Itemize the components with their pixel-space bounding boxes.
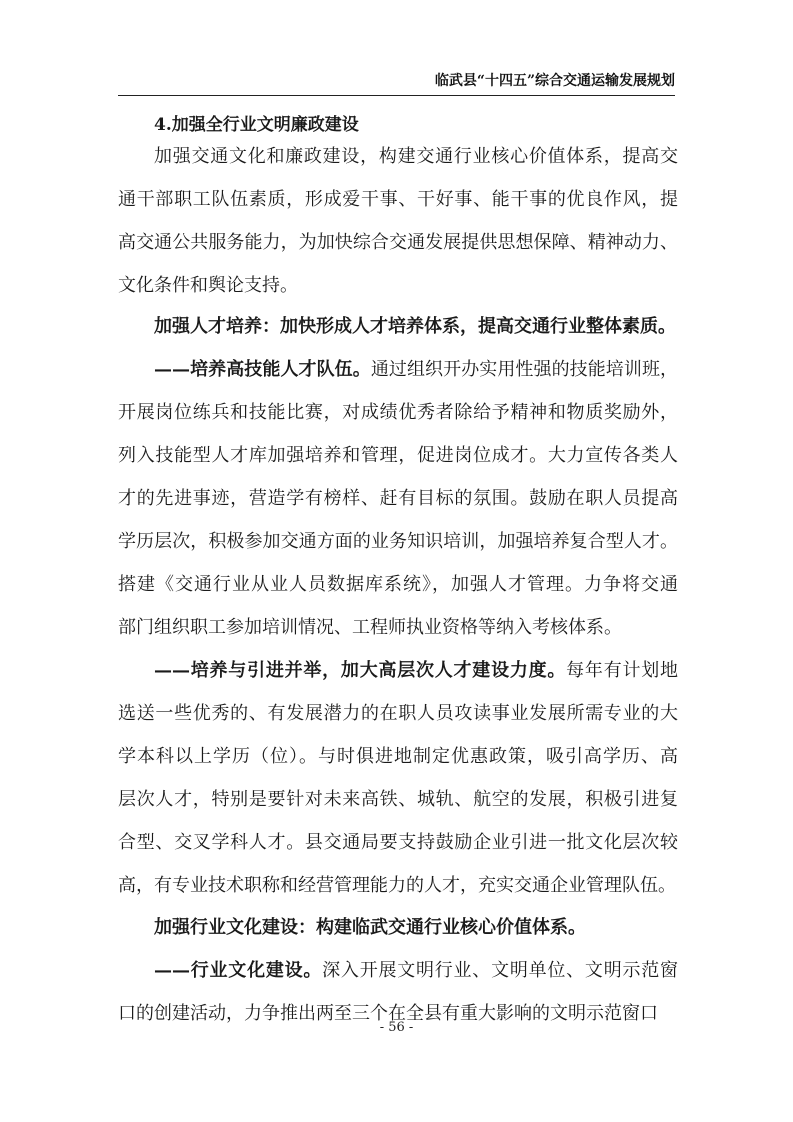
culture-item1-lead: ——行业文化建设。 [154, 960, 323, 981]
talent-item2-line: 层次人才，特别是要针对未来高铁、城轨、航空的发展，积极引进复 [118, 789, 678, 810]
page-number: - 56 - [379, 1020, 414, 1035]
intro-line: 通干部职工队伍素质，形成爱干事、干好事、能干事的优良作风，提 [118, 189, 678, 210]
header-divider [118, 95, 675, 96]
talent-item2-lead: ——培养与引进并举，加大高层次人才建设力度。 [154, 660, 567, 681]
intro-line: 文化条件和舆论支持。 [118, 275, 298, 296]
culture-item1-line: 口的创建活动，力争推出两至三个在全县有重大影响的文明示范窗口 [118, 1003, 658, 1024]
culture-heading: 加强行业文化建设：构建临武交通行业核心价值体系。 [154, 917, 586, 938]
intro-line: 加强交通文化和廉政建设，构建交通行业核心价值体系，提高交 [154, 146, 678, 167]
talent-item2-text: 每年有计划地 [566, 660, 679, 681]
talent-item1-line: 搭建《交通行业从业人员数据库系统》，加强人才管理。力争将交通 [118, 574, 678, 595]
talent-item1-first-line [154, 355, 678, 385]
talent-item2-line: 合型、交叉学科人才。县交通局要支持鼓励企业引进一批文化层次较 [118, 832, 678, 853]
talent-item1-line: 部门组织职工参加培训情况、工程师执业资格等纳入考核体系。 [118, 617, 622, 638]
talent-item1-text: 通过组织开办实用性强的技能培训班， [370, 359, 679, 380]
culture-item1-text: 深入开展文明行业、文明单位、文明示范窗 [322, 960, 679, 981]
talent-item2-line: 选送一些优秀的、有发展潜力的在职人员攻读事业发展所需专业的大 [118, 703, 678, 724]
section-heading: 4.加强全行业文明廉政建设 [154, 115, 359, 135]
talent-item2-line: 高，有专业技术职称和经营管理能力的人才，充实交通企业管理队伍。 [118, 875, 676, 896]
header-title: 临武县“十四五”综合交通运输发展规划 [434, 73, 675, 89]
intro-line: 高交通公共服务能力，为加快综合交通发展提供思想保障、精神动力、 [118, 232, 678, 253]
talent-heading: 加强人才培养：加快形成人才培养体系，提高交通行业整体素质。 [154, 316, 676, 337]
talent-item1-line: 开展岗位练兵和技能比赛，对成绩优秀者除给予精神和物质奖励外， [118, 402, 678, 423]
culture-item1-first-line [154, 956, 678, 986]
talent-item2-line: 学本科以上学历（位）。与时俱进地制定优惠政策，吸引高学历、高 [118, 746, 678, 767]
talent-item1-lead: ——培养高技能人才队伍。 [154, 359, 371, 380]
talent-item1-line: 列入技能型人才库加强培养和管理，促进岗位成才。大力宣传各类人 [118, 445, 678, 466]
talent-item1-line: 学历层次，积极参加交通方面的业务知识培训，加强培养复合型人才。 [118, 531, 678, 552]
talent-item2-first-line [154, 656, 678, 686]
talent-item1-line: 才的先进事迹，营造学有榜样、赶有目标的氛围。鼓励在职人员提高 [118, 488, 678, 509]
